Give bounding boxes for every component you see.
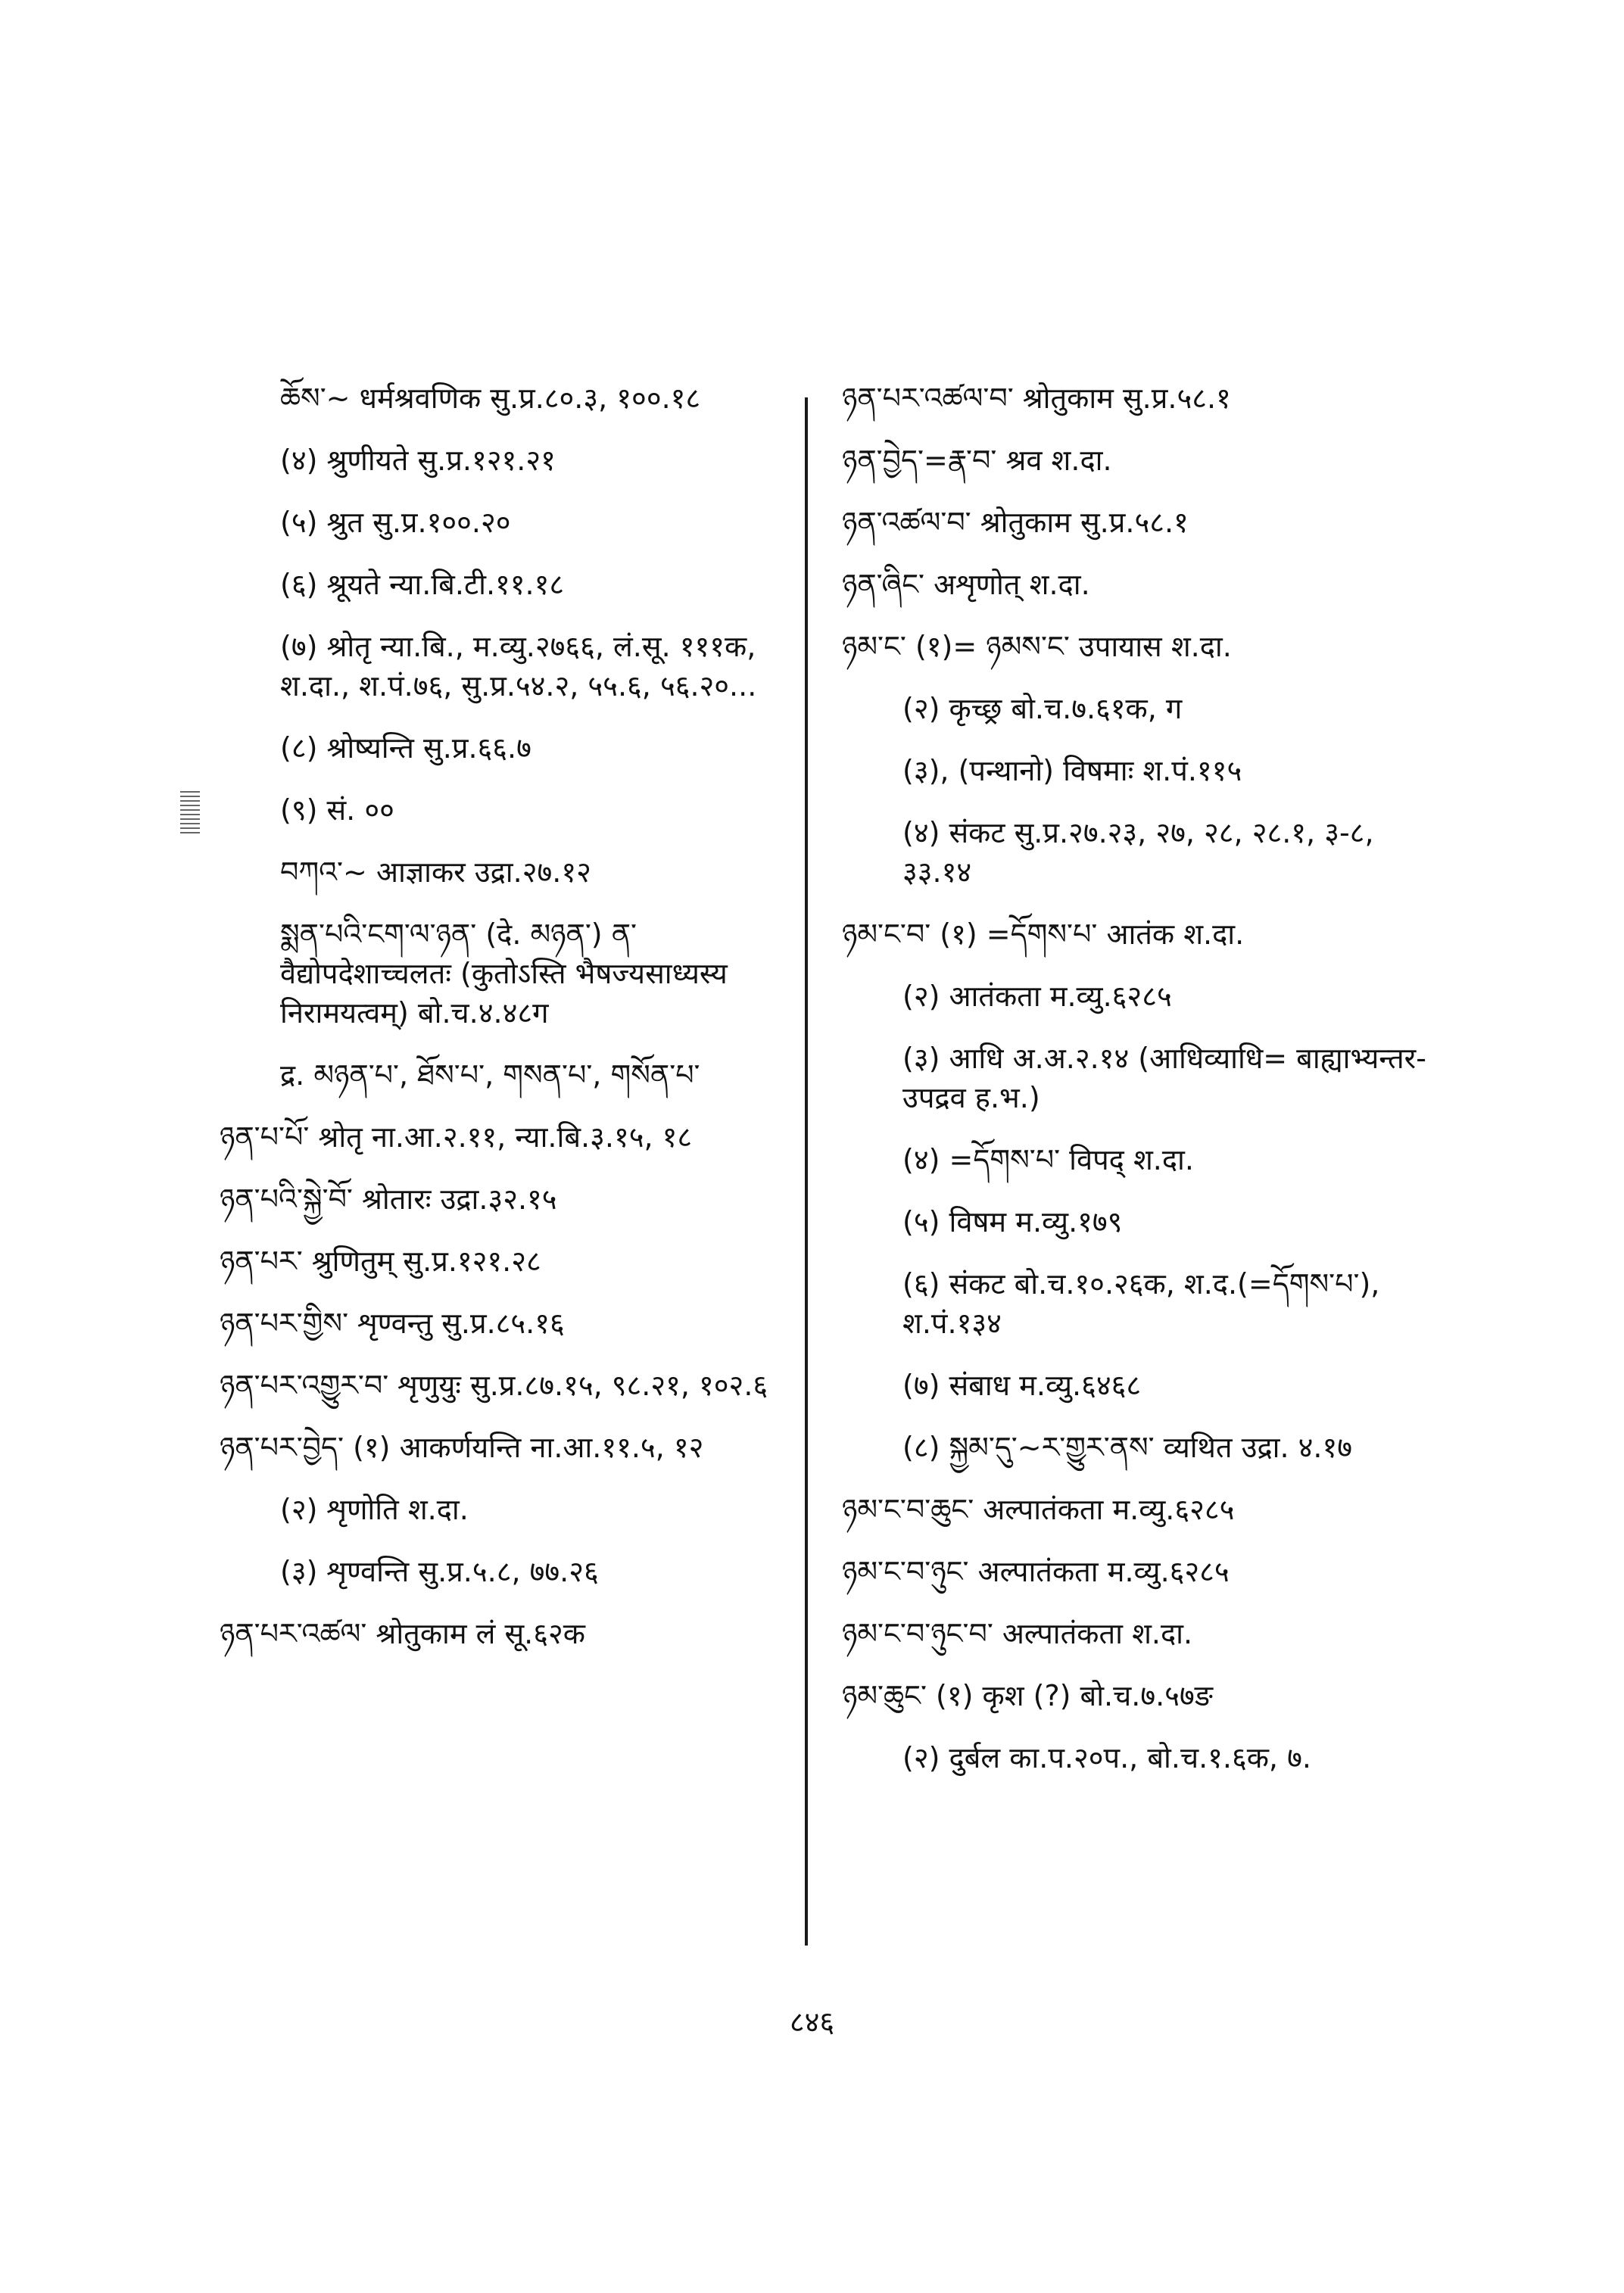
dictionary-entry: (४) संकट सु.प्र.२७.२३, २७, २८, २८.१, ३-८, ३३.१४ xyxy=(902,816,1374,889)
dictionary-entry: ཉམ་ང་ (१)= ཉམས་ང་ उपायास श.दा. xyxy=(842,630,1232,663)
dictionary-entry: བཀའ་~ आज्ञाकर उद्रा.२७.१२ xyxy=(280,855,591,889)
dictionary-entry: ཉན་པར་ श्रुणितुम् सु.प्र.१२१.२८ xyxy=(220,1245,541,1278)
dictionary-entry: (४) =དོགས་པ་ विपद् श.दा. xyxy=(902,1143,1194,1176)
dictionary-entry: (२) दुर्बल का.प.२०प., बो.च.१.६क, ७. xyxy=(902,1741,1311,1774)
dictionary-entry: ཉན་པར་བྱེད་ (१) आकर्णयन्ति ना.आ.११.५, १२ xyxy=(220,1431,704,1464)
dictionary-entry: (९) सं. ०० xyxy=(280,793,394,827)
dictionary-entry: (७) संबाध म.व्यु.६४६८ xyxy=(902,1369,1142,1402)
dictionary-entry: ཉམ་ང་བ་ (१) =དོགས་པ་ आतंक श.दा. xyxy=(842,918,1245,951)
dictionary-entry: (२) कृच्छ्र बो.च.७.६१क, ग xyxy=(902,692,1183,725)
dictionary-entry: ཉན་འཚལ་བ་ श्रोतुकाम सु.प्र.५८.१ xyxy=(842,506,1189,539)
dictionary-entry: (६) श्रूयते न्या.बि.टी.११.१८ xyxy=(280,568,565,601)
dictionary-entry: (४) श्रुणीयते सु.प्र.१२१.२१ xyxy=(280,444,556,477)
left-column xyxy=(220,379,795,1676)
dictionary-entry: (३), (पन्थानो) विषमाः श.पं.११५ xyxy=(902,754,1242,787)
dictionary-entry: (७) श्रोतृ न्या.बि., म.व्यु.२७६६, लं.सू. १११क, श.दा., श.पं.७६, सु.प्र.५४.२, ५५.६, ५६.२०... xyxy=(280,630,757,703)
dictionary-entry: (६) संकट बो.च.१०.२६क, श.द.(=དོགས་པ་), श.पं.१३४ xyxy=(902,1267,1380,1340)
dictionary-entry: (५) विषम म.व्यु.१७९ xyxy=(902,1205,1123,1238)
page-number: ८४६ xyxy=(789,2005,835,2039)
dictionary-entry: ཉན་པར་གྱིས་ शृण्वन्तु सु.प्र.८५.१६ xyxy=(220,1307,565,1340)
dictionary-entry: ཉམ་ང་བ་ཉུང་བ་ अल्पातंकता श.दा. xyxy=(842,1617,1193,1650)
dictionary-entry: ཉམ་ང་བ་ཆུང་ अल्पातंकता म.व्यु.६२८५ xyxy=(842,1493,1235,1526)
dictionary-entry: ཉན་པའི་སྐྱེ་བོ་ श्रोतारः उद्रा.३२.१५ xyxy=(220,1182,557,1216)
dictionary-entry: (३) आधि अ.अ.२.१४ (आधिव्याधि= बाह्याभ्यन्तर-उपद्रव ह.भ.) xyxy=(902,1042,1426,1114)
dictionary-entry: ཉམ་ཆུང་ (१) कृश (?) बो.च.७.५७ङ xyxy=(842,1679,1213,1712)
dictionary-entry: ཉན་པར་འགྱུར་བ་ शृणुयुः सु.प्र.८७.१५, ९८.२१, १०२.६ xyxy=(220,1369,768,1402)
dictionary-entry: ཆོས་~ धर्मश्रवणिक सु.प्र.८०.३, १००.१८ xyxy=(280,382,701,415)
dictionary-entry: ཉམ་ང་བ་ཉུང་ अल्पातंकता म.व्यु.६२८५ xyxy=(842,1555,1230,1588)
dictionary-entry: ཉན་པར་འཚལ་བ་ श्रोतुकाम सु.प्र.५८.१ xyxy=(842,382,1231,415)
dictionary-entry: ཉན་བྱེད་=རྣ་བ་ श्रव श.दा. xyxy=(842,444,1112,477)
column-divider xyxy=(805,397,808,1946)
dictionary-entry: (३) शृण्वन्ति सु.प्र.५.८, ७७.२६ xyxy=(280,1555,599,1588)
dictionary-entry: (५) श्रुत सु.प्र.१००.२० xyxy=(280,506,511,539)
right-column xyxy=(842,379,1432,1800)
dictionary-entry: ཉན་པར་འཚལ་ श्रोतुकाम लं सू.६२क xyxy=(220,1617,585,1650)
dictionary-entry: (८) श्रोष्यन्ति सु.प्र.६६.७ xyxy=(280,731,531,765)
dictionary-entry: ཉན་པ་པོ་ श्रोतृ ना.आ.२.११, न्या.बि.३.१५, १८ xyxy=(220,1120,693,1154)
dictionary-entry: སྨན་པའི་ངག་ལ་ཉན་ (दे. མཉན་) ན་ वैद्योपदेशाच्चलतः (कुतोऽस्ति भैषज्यसाध्यस्य निरामयत्वम्) बो.च.४.४८ग xyxy=(280,918,728,1030)
dictionary-entry: (२) आतंकता म.व्यु.६२८५ xyxy=(902,980,1172,1013)
dictionary-entry: द्र. མཉན་པ་, ཐོས་པ་, གསན་པ་, གསོན་པ་ xyxy=(280,1058,700,1092)
dictionary-entry: ཉན་ཞིང་ अशृणोत् श.दा. xyxy=(842,568,1090,601)
margin-tick-marks xyxy=(180,791,200,833)
dictionary-entry: (२) शृणोति श.दा. xyxy=(280,1493,469,1526)
dictionary-entry: (८) སྐྱམ་དུ་~ར་གྱུར་ནས་ व्यथित उद्रा. ४.१७ xyxy=(902,1431,1352,1464)
